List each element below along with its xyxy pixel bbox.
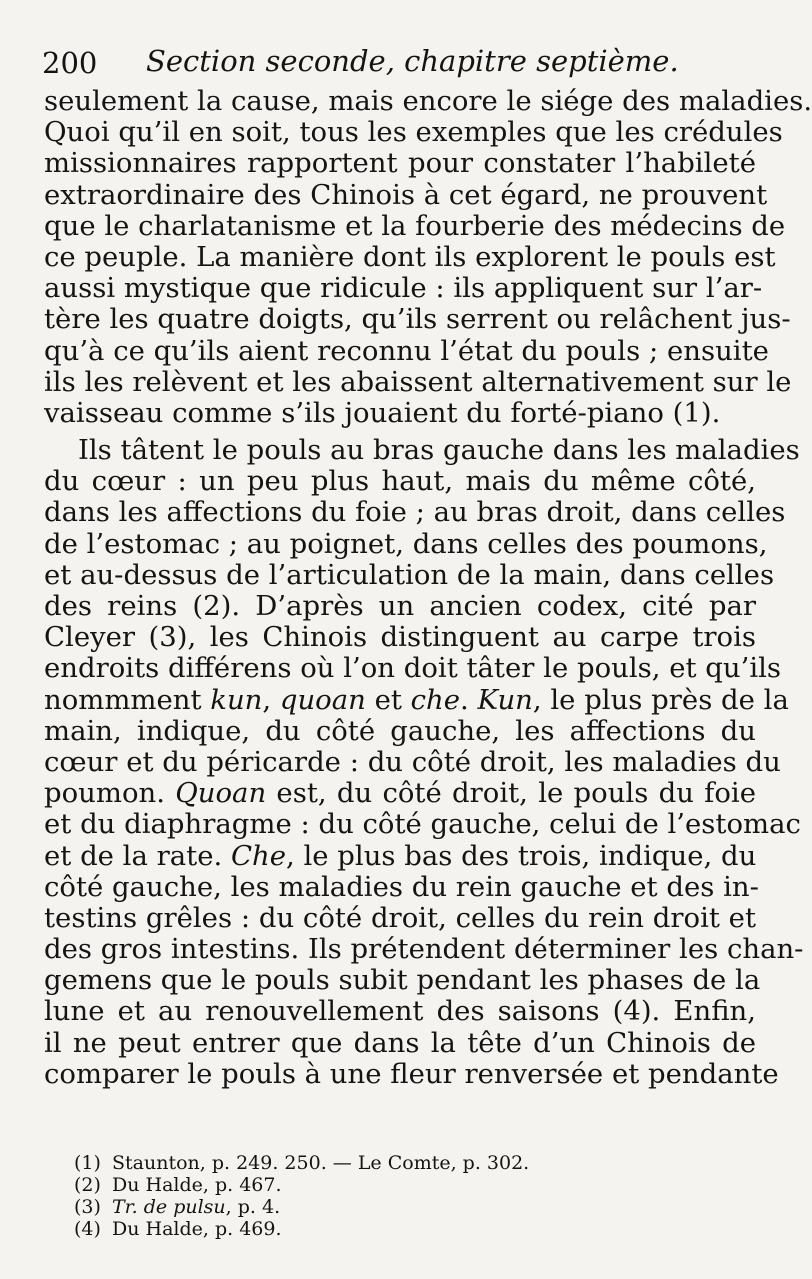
text-line: Quoi qu’il en soit, tous les exemples que les crédules xyxy=(44,116,783,149)
text-run: , xyxy=(262,683,280,716)
text-line: comparer le pouls à une fleur renversée et pendante xyxy=(44,1057,779,1090)
footnotes xyxy=(74,1152,674,1240)
footnote-text: Du Halde, p. 467. xyxy=(112,1174,282,1196)
text-line: côté gauche, les maladies du rein gauche et des in- xyxy=(44,870,759,903)
footnote-text: , p. 4. xyxy=(225,1196,281,1218)
text-line: ils les relèvent et les abaissent alternativement sur le xyxy=(44,365,792,398)
text-line: que le charlatanisme et la fourberie des médecins de xyxy=(44,209,786,242)
italic-term: Che xyxy=(230,839,286,872)
text-line: testins grêles : du côté droit, celles du rein droit et xyxy=(44,901,756,934)
text-line: endroits différens où l’on doit tâter le pouls, et qu’ils xyxy=(44,652,782,685)
footnote xyxy=(74,1218,674,1240)
italic-term: quoan xyxy=(279,683,366,716)
text-line: et au-dessus de l’articulation de la main, dans celles xyxy=(44,558,775,591)
running-title: Section seconde, chapitre septième. xyxy=(146,44,679,78)
body-text xyxy=(44,85,812,1090)
text-line: seulement la cause, mais encore le siége des maladies. xyxy=(44,85,812,117)
page-header xyxy=(42,40,762,82)
text-line: tère les quatre doigts, qu’ils serrent ou relâchent jus- xyxy=(44,303,791,336)
footnote xyxy=(74,1196,674,1218)
text-run: poumon. xyxy=(44,777,176,810)
text-line: gemens que le pouls subit pendant les phases de la xyxy=(44,964,761,997)
footnote xyxy=(74,1174,674,1196)
footnote xyxy=(74,1152,674,1174)
text-line: de l’estomac ; au poignet, dans celles des poumons, xyxy=(44,527,768,560)
text-run: et de la rate. xyxy=(44,839,231,872)
text-line: main, indique, du côté gauche, les affections du xyxy=(44,714,756,747)
text-line: aussi mystique que ridicule : ils appliquent sur l’ar- xyxy=(44,272,763,305)
text-run: , le plus près de la xyxy=(532,683,789,716)
text-run: . xyxy=(460,683,478,716)
text-line: Ils tâtent le pouls au bras gauche dans les maladies xyxy=(78,434,800,467)
text-line: extraordinaire des Chinois à cet égard, ne prouvent xyxy=(44,178,768,211)
text-line: cœur et du péricarde : du côté droit, les maladies du xyxy=(44,745,781,778)
text-run: , le plus bas des trois, indique, du xyxy=(286,839,757,872)
paragraph-2 xyxy=(44,434,804,1090)
text-line: dans les affections du foie ; au bras droit, dans celles xyxy=(44,496,786,529)
text-line xyxy=(44,841,756,872)
text-line: des reins (2). D’après un ancien codex, cité par xyxy=(44,590,756,622)
text-line xyxy=(44,683,789,716)
footnote-marker: (4) xyxy=(74,1218,101,1240)
text-line: du cœur : un peu plus haut, mais du même côté, xyxy=(44,465,756,498)
italic-term: Kun xyxy=(477,683,533,716)
text-line: qu’à ce qu’ils aient reconnu l’état du pouls ; ensuite xyxy=(44,334,769,367)
footnote-text: Staunton, p. 249. 250. — Le Comte, p. 302. xyxy=(112,1152,530,1174)
footnote-marker: (2) xyxy=(74,1174,101,1196)
footnote-title: Tr. de pulsu xyxy=(112,1196,226,1218)
text-line xyxy=(44,778,756,809)
text-line: ce peuple. La manière dont ils explorent le pouls est xyxy=(44,240,776,273)
paragraph-1 xyxy=(44,85,812,429)
footnote-marker: (3) xyxy=(74,1196,101,1218)
italic-term: kun xyxy=(210,683,263,716)
text-line: Cleyer (3), les Chinois distinguent au carpe trois xyxy=(44,621,756,654)
text-line: missionnaires rapportent pour constater l’habileté xyxy=(44,147,756,180)
italic-term: Quoan xyxy=(175,777,267,810)
text-run: est, du côté droit, le pouls du foie xyxy=(266,777,756,810)
text-line: lune et au renouvellement des saisons (4). Enfin, xyxy=(44,995,756,1028)
text-run: et xyxy=(365,683,411,716)
text-line: il ne peut entrer que dans la tête d’un Chinois de xyxy=(44,1026,756,1059)
page-number: 200 xyxy=(42,46,98,80)
text-line: et du diaphragme : du côté gauche, celui de l’estomac xyxy=(44,808,801,841)
text-run: nommment xyxy=(44,683,211,716)
footnote-marker: (1) xyxy=(74,1152,101,1174)
footnote-text: Du Halde, p. 469. xyxy=(112,1218,282,1240)
italic-term: che xyxy=(410,683,461,716)
text-line: des gros intestins. Ils prétendent déterminer les chan- xyxy=(44,933,804,966)
text-line: vaisseau comme s’ils jouaient du forté-piano (1). xyxy=(44,396,721,429)
